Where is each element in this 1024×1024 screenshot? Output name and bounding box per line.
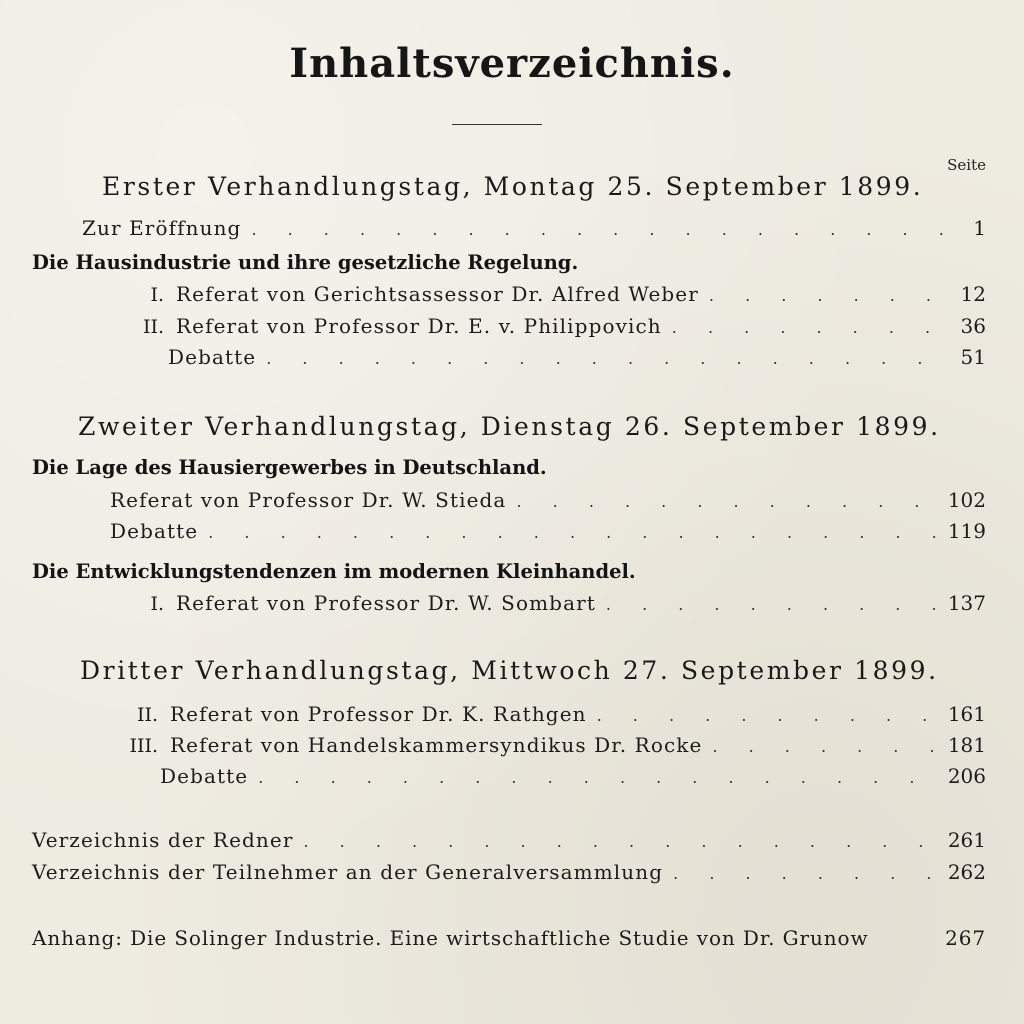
toc-entry <box>112 314 986 342</box>
toc-entry-text: Verzeichnis der Teilnehmer an der Generalversammlung <box>32 860 664 884</box>
leader-dots <box>712 737 937 756</box>
toc-entry-text: Referat von Professor Dr. E. v. Philippovich <box>176 314 662 338</box>
toc-entry <box>110 519 986 547</box>
toc-entry <box>168 345 986 373</box>
toc-entry-page: 181 <box>947 733 986 757</box>
toc-entry-page: 102 <box>947 488 986 512</box>
toc-entry-number: I. <box>150 593 164 615</box>
page-title: Inhaltsverzeichnis. <box>289 40 735 87</box>
toc-entry-page: 119 <box>947 519 986 543</box>
toc-entry-text: Debatte <box>160 764 249 788</box>
toc-entry-text: Debatte <box>168 345 257 369</box>
leader-dots <box>251 220 963 239</box>
appendix-text: Anhang: Die Solinger Industrie. Eine wirtschaftliche Studie von Dr. Grunow <box>32 926 869 950</box>
toc-entry-page: 137 <box>947 591 986 615</box>
appendix-entry <box>32 926 986 950</box>
toc-entry-page: 261 <box>947 828 986 852</box>
section-heading-3: Die Entwicklungstendenzen im modernen Kleinhandel. <box>32 560 636 583</box>
toc-entry-page: 12 <box>960 282 986 306</box>
leader-dots <box>673 864 938 883</box>
toc-entry-page: 1 <box>973 216 986 240</box>
toc-entry-number: III. <box>129 735 158 757</box>
toc-entry <box>112 591 986 619</box>
leader-dots <box>258 768 938 787</box>
title-rule <box>452 124 542 125</box>
leader-dots <box>709 286 951 305</box>
section-heading-2: Die Lage des Hausiergewerbes in Deutschland. <box>32 456 547 479</box>
toc-entry-page: 36 <box>960 314 986 338</box>
toc-entry <box>82 216 986 244</box>
day-heading-1: Erster Verhandlungstag, Montag 25. September 1899. <box>102 172 924 201</box>
leader-dots <box>516 492 937 511</box>
day-heading-3: Dritter Verhandlungstag, Mittwoch 27. September 1899. <box>80 656 939 685</box>
day-heading-2: Zweiter Verhandlungstag, Dienstag 26. September 1899. <box>78 412 941 441</box>
toc-entry-text: Verzeichnis der Redner <box>32 828 294 852</box>
toc-entry-page: 206 <box>947 764 986 788</box>
toc-entry-number: II. <box>136 704 158 726</box>
toc-entry <box>96 733 986 761</box>
toc-entry-text: Zur Eröffnung <box>82 216 242 240</box>
leader-dots <box>597 706 938 725</box>
toc-entry-text: Referat von Handelskammersyndikus Dr. Rocke <box>170 733 703 757</box>
toc-entry-text: Referat von Professor Dr. K. Rathgen <box>170 702 587 726</box>
leader-dots <box>266 349 950 368</box>
toc-entry-text: Debatte <box>110 519 199 543</box>
toc-entry <box>32 860 986 888</box>
toc-entry <box>160 764 986 792</box>
leader-dots <box>304 832 938 851</box>
toc-entry-number: II. <box>142 316 164 338</box>
toc-entry <box>96 702 986 730</box>
toc-entry-text: Referat von Professor Dr. W. Stieda <box>110 488 507 512</box>
toc-entry-page: 262 <box>947 860 986 884</box>
toc-entry-page: 51 <box>960 345 986 369</box>
toc-entry-text: Referat von Professor Dr. W. Sombart <box>176 591 596 615</box>
appendix-page: 267 <box>945 926 986 950</box>
leader-dots <box>672 318 951 337</box>
toc-entry-page: 161 <box>947 702 986 726</box>
leader-dots <box>208 523 938 542</box>
page-column-header: Seite <box>947 156 986 174</box>
toc-entry-text: Referat von Gerichtsassessor Dr. Alfred Weber <box>176 282 699 306</box>
toc-entry <box>110 488 986 516</box>
section-heading-1: Die Hausindustrie und ihre gesetzliche Regelung. <box>32 251 579 274</box>
toc-entry <box>112 282 986 310</box>
toc-entry-number: I. <box>150 284 164 306</box>
toc-entry <box>32 828 986 856</box>
leader-dots <box>606 595 938 614</box>
